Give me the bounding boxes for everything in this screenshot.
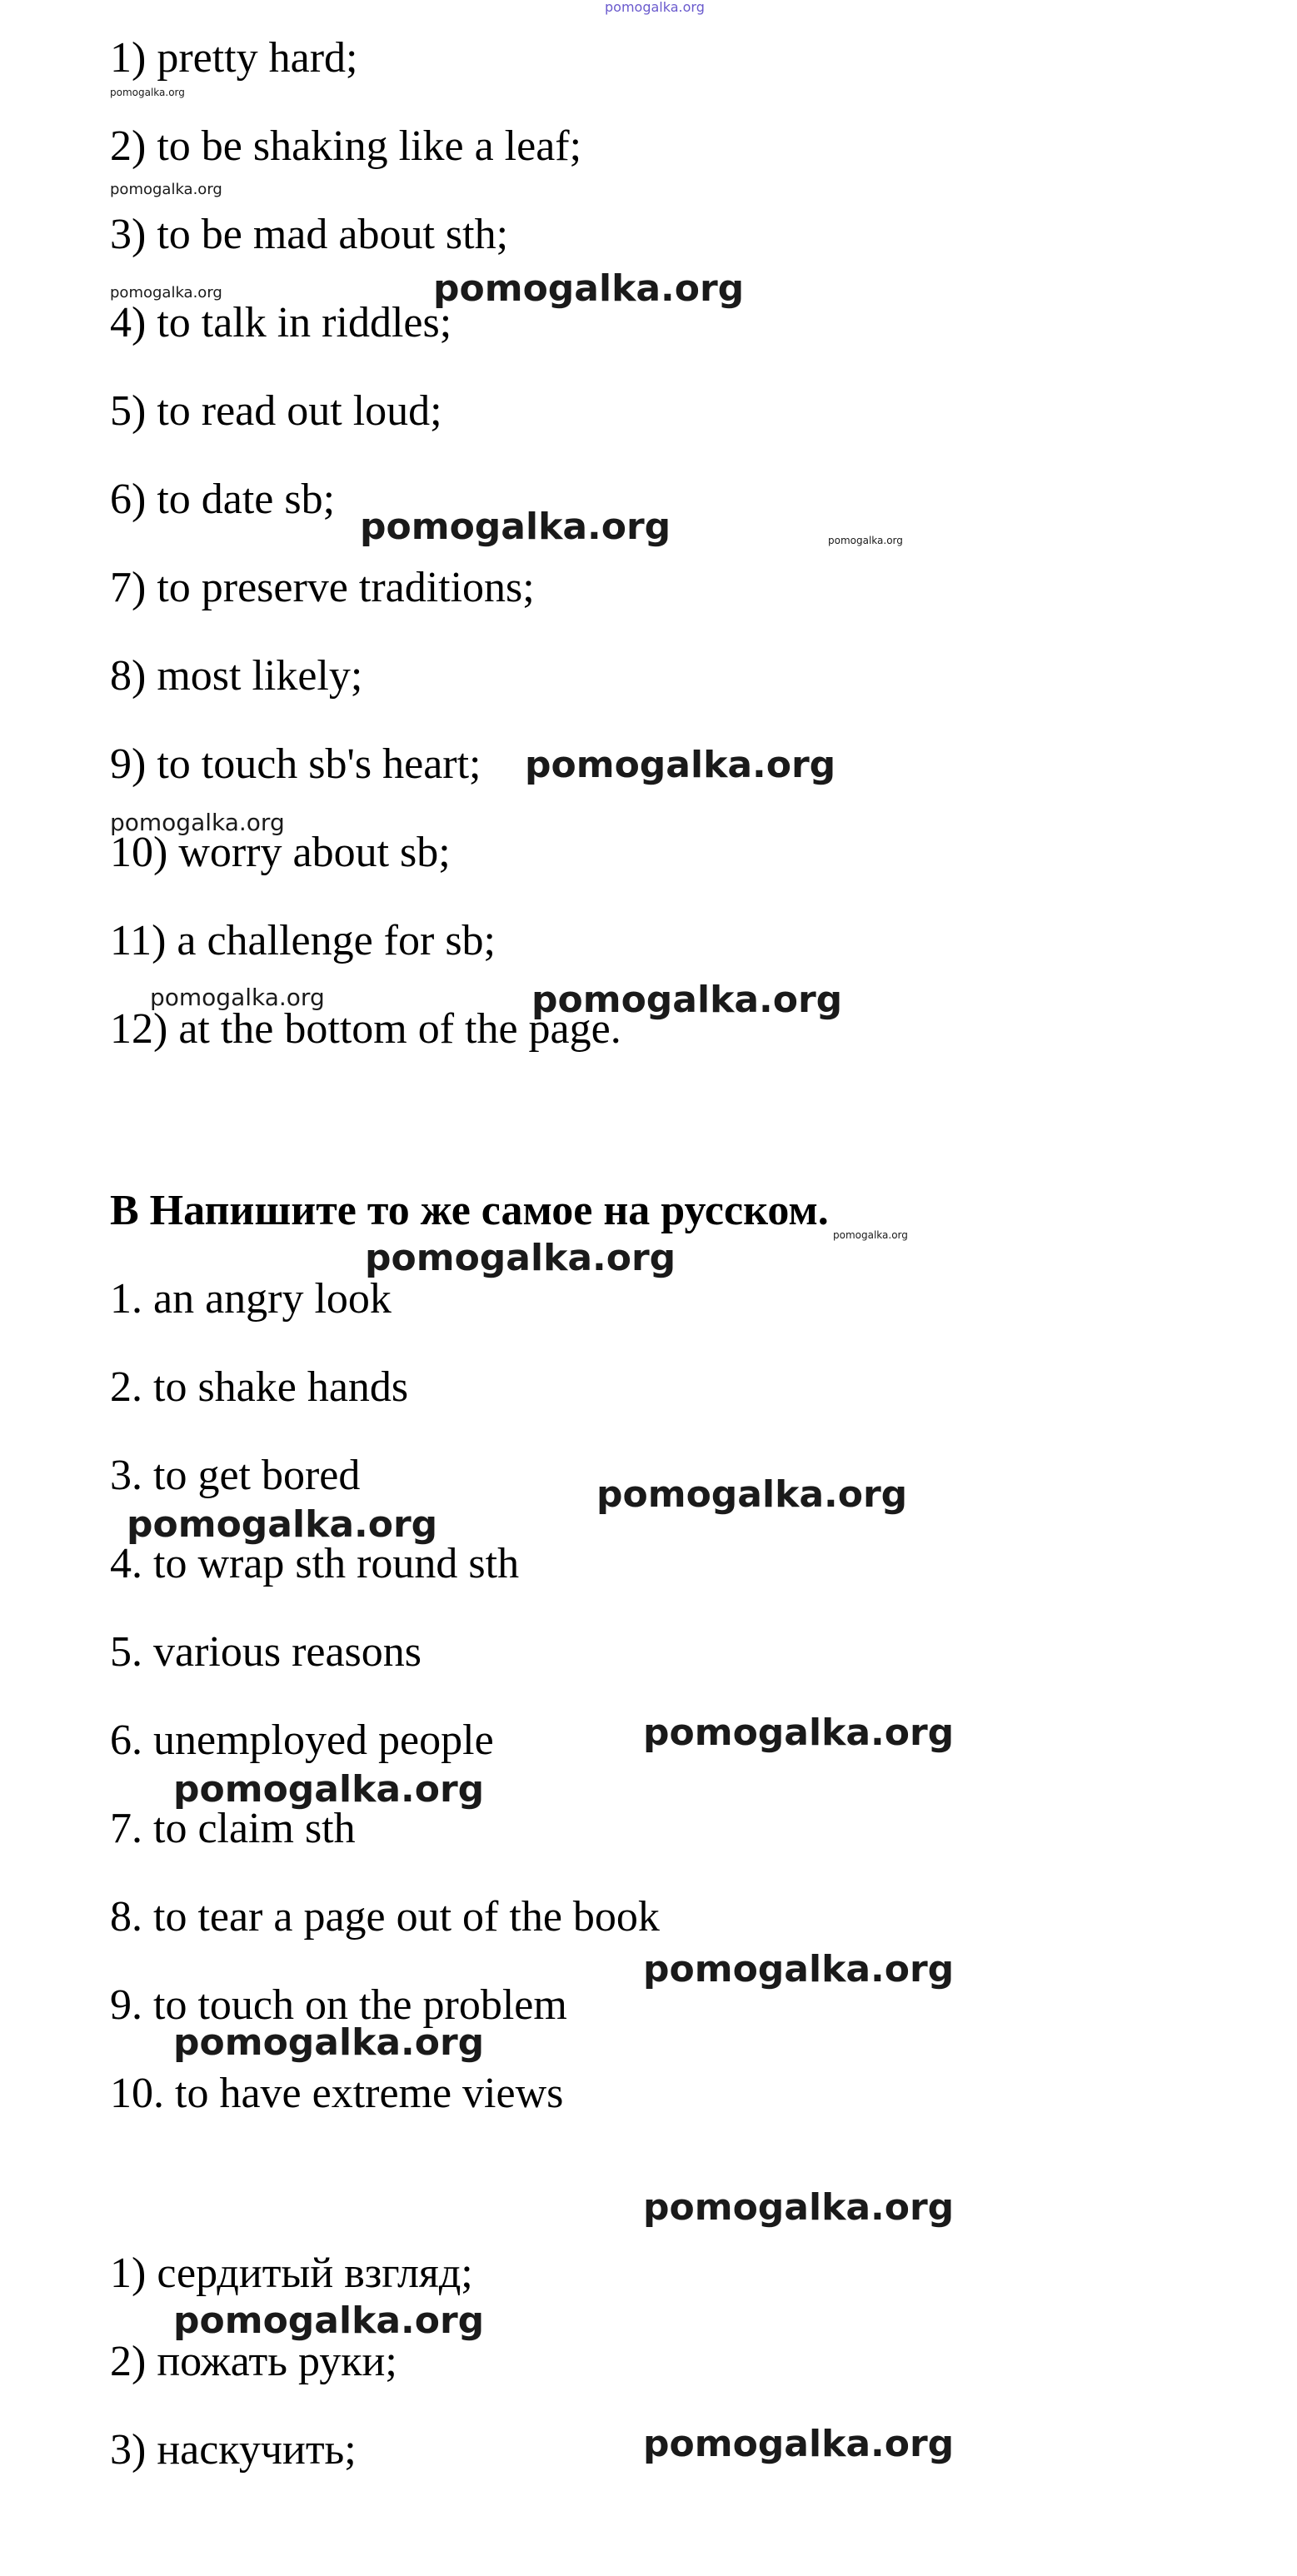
answer-b-2: 2) пожать руки; bbox=[110, 2338, 397, 2385]
watermark: pomogalka.org bbox=[173, 1768, 485, 1811]
watermark: pomogalka.org bbox=[127, 1503, 438, 1546]
answer-b-1: 1) сердитый взгляд; bbox=[110, 2250, 473, 2297]
watermark-top: pomogalka.org bbox=[605, 0, 705, 15]
answer-a-11: 11) a challenge for sb; bbox=[110, 917, 496, 964]
answer-b-3: 3) наскучить; bbox=[110, 2426, 357, 2474]
item-b-2: 2. to shake hands bbox=[110, 1363, 409, 1411]
answer-a-8: 8) most likely; bbox=[110, 652, 363, 700]
item-b-7: 7. to claim sth bbox=[110, 1805, 356, 1852]
answer-a-2: 2) to be shaking like a leaf; bbox=[110, 122, 582, 170]
watermark: pomogalka.org bbox=[360, 506, 671, 548]
watermark: pomogalka.org bbox=[643, 2186, 955, 2229]
answer-a-10: 10) worry about sb; bbox=[110, 829, 451, 876]
watermark: pomogalka.org bbox=[110, 181, 222, 198]
item-b-4: 4. to wrap sth round sth bbox=[110, 1540, 520, 1587]
answer-a-12: 12) at the bottom of the page. bbox=[110, 1005, 621, 1053]
answer-a-7: 7) to preserve traditions; bbox=[110, 564, 535, 611]
section-b-heading: B Напишите то же самое на русском. bbox=[110, 1187, 829, 1234]
item-b-5: 5. various reasons bbox=[110, 1628, 422, 1676]
watermark: pomogalka.org bbox=[110, 87, 185, 98]
answer-a-1: 1) pretty hard; bbox=[110, 34, 358, 82]
item-b-3: 3. to get bored bbox=[110, 1452, 361, 1499]
watermark: pomogalka.org bbox=[365, 1237, 676, 1279]
watermark: pomogalka.org bbox=[173, 2299, 485, 2342]
watermark: pomogalka.org bbox=[110, 284, 222, 301]
watermark: pomogalka.org bbox=[643, 1712, 955, 1754]
item-b-6: 6. unemployed people bbox=[110, 1717, 494, 1764]
item-b-8: 8. to tear a page out of the book bbox=[110, 1893, 660, 1941]
answer-a-9: 9) to touch sb's heart; bbox=[110, 740, 481, 788]
watermark: pomogalka.org bbox=[110, 809, 285, 836]
watermark: pomogalka.org bbox=[433, 267, 745, 310]
answer-a-4: 4) to talk in riddles; bbox=[110, 299, 452, 346]
item-b-9: 9. to touch on the problem bbox=[110, 1981, 567, 2029]
watermark: pomogalka.org bbox=[643, 1948, 955, 1991]
watermark: pomogalka.org bbox=[525, 744, 836, 786]
item-b-1: 1. an angry look bbox=[110, 1275, 392, 1323]
watermark: pomogalka.org bbox=[643, 2423, 955, 2465]
watermark: pomogalka.org bbox=[833, 1229, 908, 1241]
answer-a-5: 5) to read out loud; bbox=[110, 387, 442, 435]
answer-a-3: 3) to be mad about sth; bbox=[110, 211, 509, 258]
answer-a-6: 6) to date sb; bbox=[110, 476, 336, 523]
watermark: pomogalka.org bbox=[596, 1473, 908, 1516]
watermark: pomogalka.org bbox=[173, 2021, 485, 2064]
watermark: pomogalka.org bbox=[531, 979, 843, 1021]
watermark: pomogalka.org bbox=[150, 984, 325, 1011]
watermark: pomogalka.org bbox=[828, 535, 903, 546]
item-b-10: 10. to have extreme views bbox=[110, 2070, 564, 2117]
